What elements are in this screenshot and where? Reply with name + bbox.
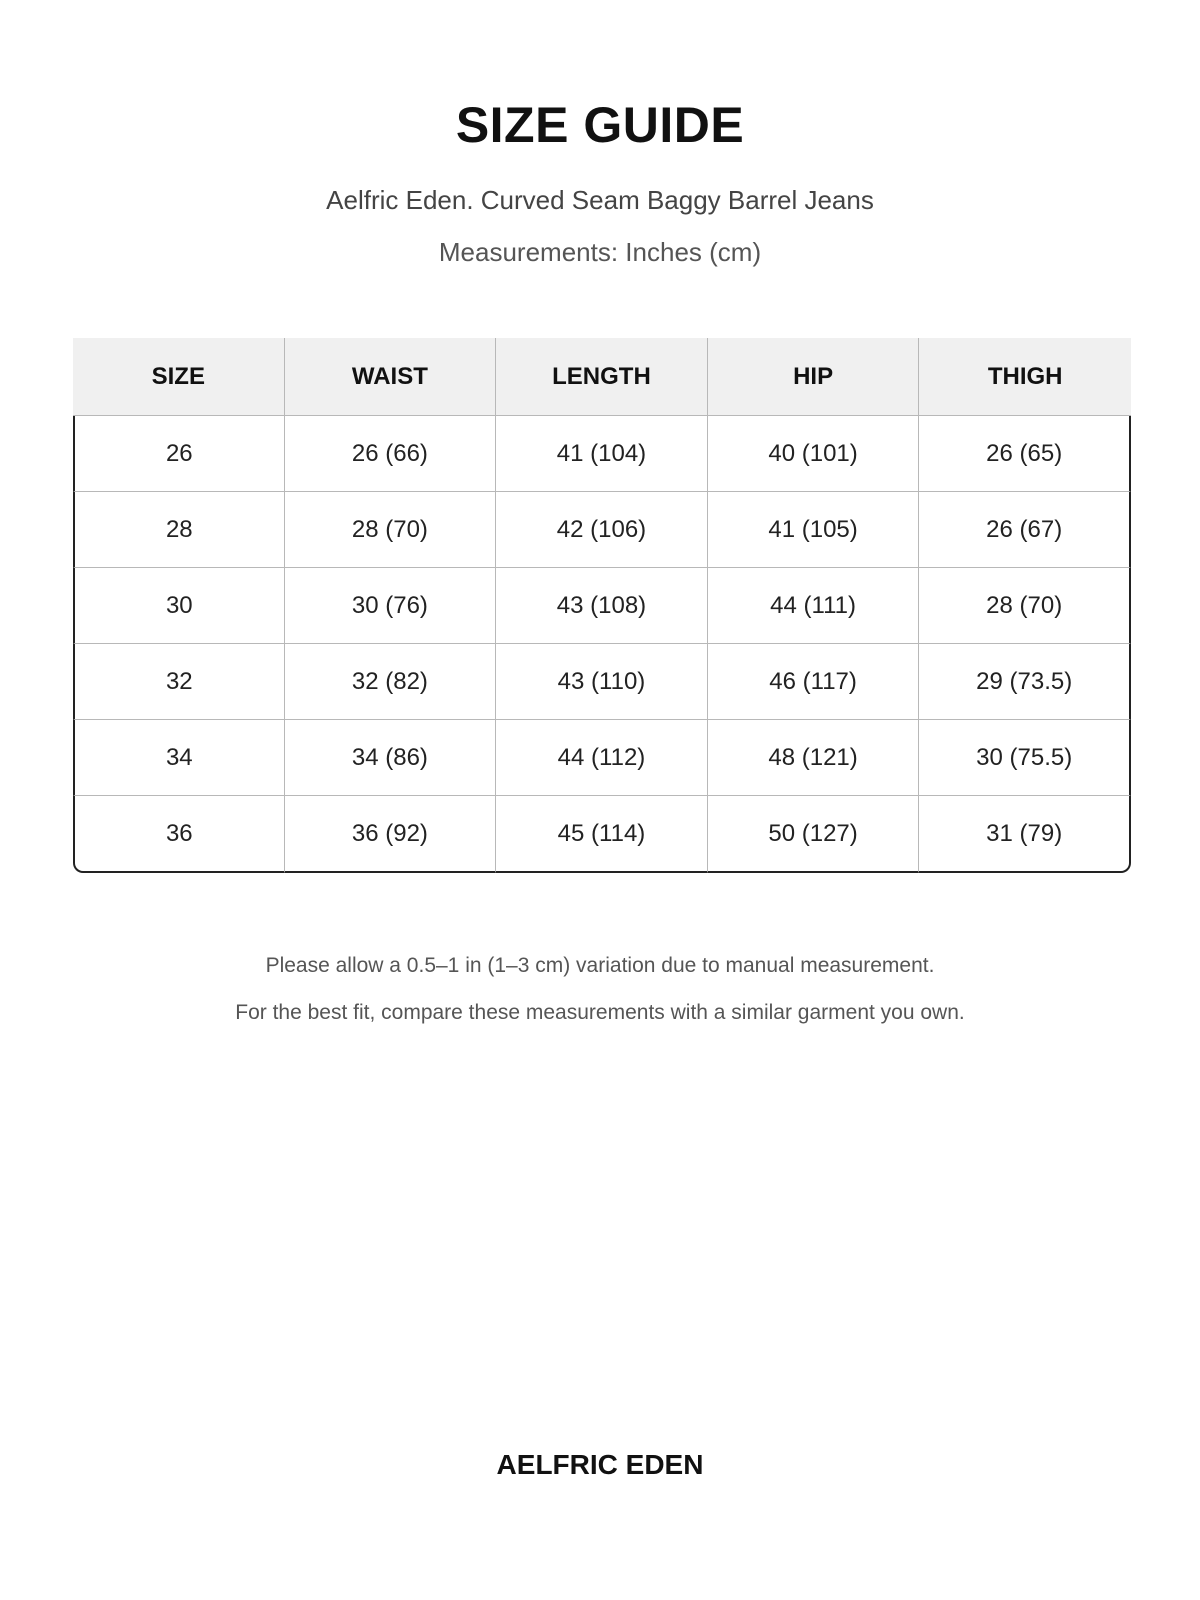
table-row <box>73 720 1131 796</box>
cell-length: 45 (114) <box>496 796 708 873</box>
cell-waist: 26 (66) <box>285 416 497 492</box>
cell-size: 32 <box>73 644 285 720</box>
cell-thigh: 26 (65) <box>919 416 1131 492</box>
cell-hip: 40 (101) <box>708 416 920 492</box>
product-name: Aelfric Eden. Curved Seam Baggy Barrel Jeans <box>326 185 874 215</box>
cell-size: 34 <box>73 720 285 796</box>
column-header-hip: HIP <box>708 338 920 416</box>
cell-length: 42 (106) <box>496 492 708 568</box>
column-header-thigh: THIGH <box>919 338 1131 416</box>
cell-waist: 32 (82) <box>285 644 497 720</box>
cell-hip: 50 (127) <box>708 796 920 873</box>
variation-note: Please allow a 0.5–1 in (1–3 cm) variation due to manual measurement. <box>265 954 935 977</box>
cell-size: 36 <box>73 796 285 873</box>
cell-waist: 34 (86) <box>285 720 497 796</box>
cell-waist: 28 (70) <box>285 492 497 568</box>
table-row <box>73 796 1131 873</box>
cell-length: 43 (108) <box>496 568 708 644</box>
cell-hip: 46 (117) <box>708 644 920 720</box>
cell-hip: 44 (111) <box>708 568 920 644</box>
cell-hip: 48 (121) <box>708 720 920 796</box>
table-header-row <box>73 338 1131 416</box>
table-row <box>73 568 1131 644</box>
cell-thigh: 28 (70) <box>919 568 1131 644</box>
table-row <box>73 644 1131 720</box>
brand-footer: AELFRIC EDEN <box>496 1449 704 1480</box>
cell-thigh: 29 (73.5) <box>919 644 1131 720</box>
size-table <box>73 338 1131 873</box>
column-header-waist: WAIST <box>285 338 497 416</box>
cell-size: 30 <box>73 568 285 644</box>
page-title: SIZE GUIDE <box>455 97 745 153</box>
cell-thigh: 31 (79) <box>919 796 1131 873</box>
cell-size: 28 <box>73 492 285 568</box>
table-row <box>73 492 1131 568</box>
cell-thigh: 30 (75.5) <box>919 720 1131 796</box>
cell-waist: 30 (76) <box>285 568 497 644</box>
measurement-units: Measurements: Inches (cm) <box>438 237 762 267</box>
table-row <box>73 416 1131 492</box>
fit-tip-note: For the best fit, compare these measurements with a similar garment you own. <box>235 1001 965 1024</box>
column-header-length: LENGTH <box>496 338 708 416</box>
cell-length: 41 (104) <box>496 416 708 492</box>
cell-thigh: 26 (67) <box>919 492 1131 568</box>
cell-size: 26 <box>73 416 285 492</box>
cell-length: 44 (112) <box>496 720 708 796</box>
cell-length: 43 (110) <box>496 644 708 720</box>
column-header-size: SIZE <box>73 338 285 416</box>
cell-hip: 41 (105) <box>708 492 920 568</box>
cell-waist: 36 (92) <box>285 796 497 873</box>
